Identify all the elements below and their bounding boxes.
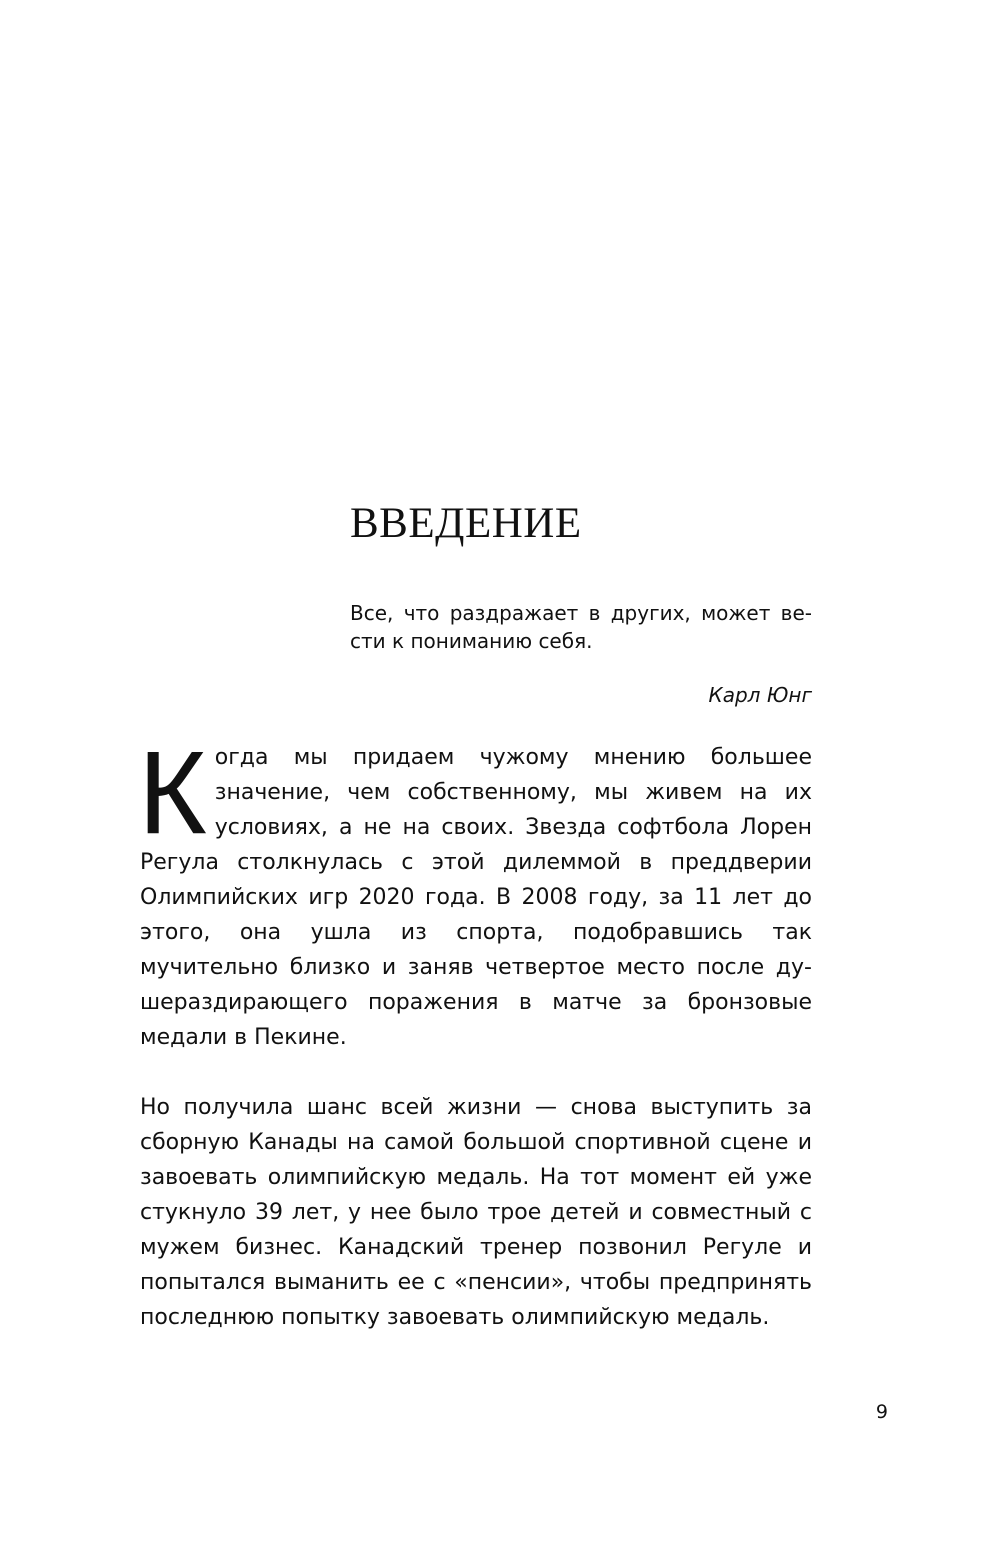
epigraph: [350, 599, 812, 709]
epigraph-author: Карл Юнг: [708, 683, 812, 707]
chapter-title: ВВЕДЕНИЕ: [350, 500, 582, 547]
drop-cap: К: [138, 727, 207, 859]
paragraph-text: огда мы придаем чужому мнению большее значение, чем собственному, мы живем на их условиях, а не на своих. Звезда софтбола Лорен Регула столкнулась с этой дилеммой в преддверии Олимпийских игр 2020 года. В 2008 году, за 11 лет до этого, она ушла из спорта, подобравшись так мучительно близко и заняв четвертое место после душераздирающего поражения в матче за бронзовые медали в Пекине.: [140, 745, 812, 1050]
paragraph: [140, 1090, 812, 1335]
paragraph: [138, 727, 812, 1055]
body-text: [138, 727, 812, 1335]
page-number: 9: [875, 1401, 888, 1423]
paragraph-text: Но получила шанс всей жизни — снова выступить за сборную Канады на самой большой спортивной сцене и завоевать олимпийскую медаль. На тот момент ей уже стукнуло 39 лет, у нее было трое детей и совместный с мужем бизнес. Канадский тренер позвонил Регуле и попытался выманить ее с «пенсии», чтобы предпринять последнюю попытку завоевать олимпийскую медаль.: [140, 1095, 812, 1330]
epigraph-quote: Все, что раздражает в других, может вести к пониманию себя.: [350, 601, 812, 653]
